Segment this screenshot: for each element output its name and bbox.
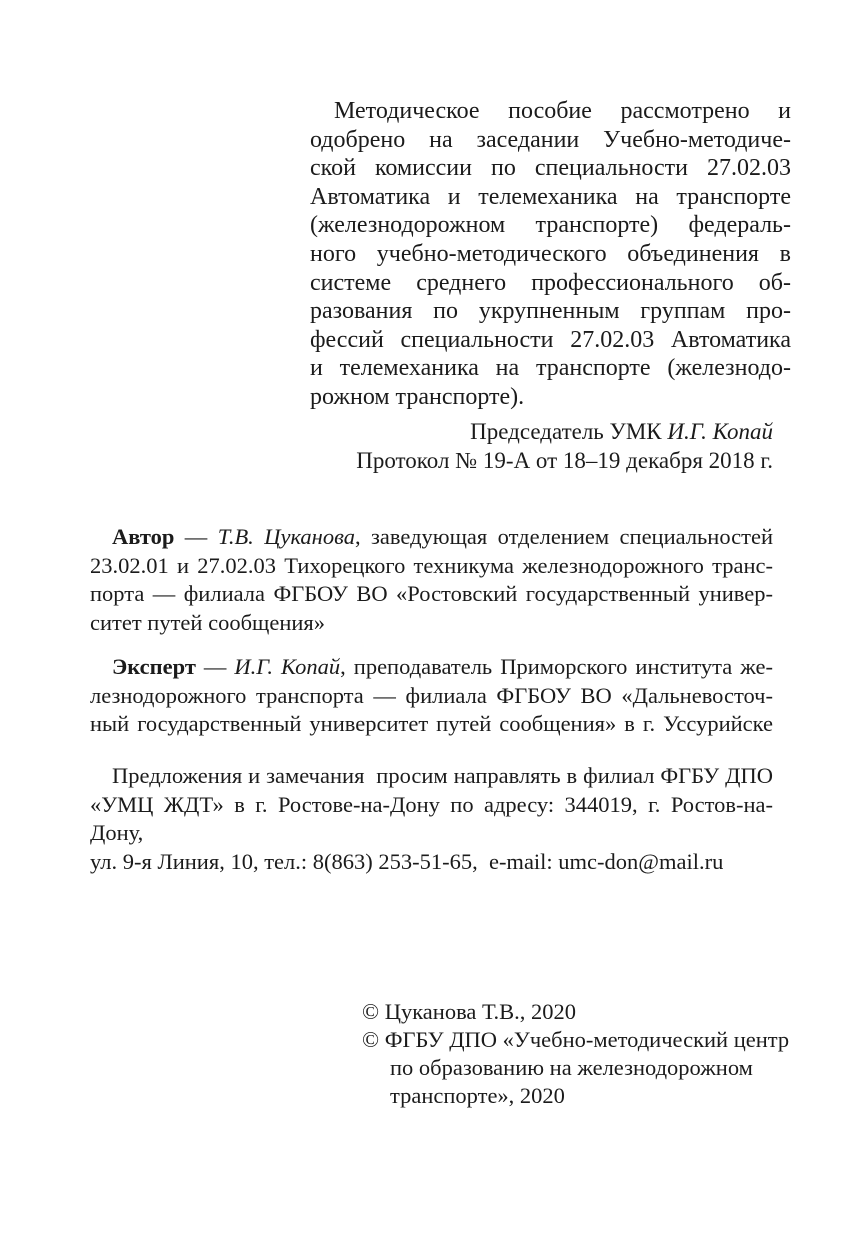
text-line: ный государственный университет путей сообщения» в г. Уссурийске <box>90 711 773 736</box>
bold-text: Автор <box>112 524 175 549</box>
text-line: Методическое пособие рассмотрено и <box>334 98 791 124</box>
text-line: фессий специальности 27.02.03 Автоматика <box>310 326 791 353</box>
text-line: разования по укрупненным группам про- <box>310 298 791 325</box>
text-line <box>310 418 773 447</box>
text-line: Предложения и замечания просим направлять в филиал ФГБУ ДПО <box>112 763 773 788</box>
text-segment: , заведующая отделением специальностей <box>354 524 774 549</box>
text-segment: , преподаватель Приморского института же- <box>340 654 774 679</box>
approval-note <box>310 97 791 412</box>
text-line: рожном транспорте). <box>310 383 525 410</box>
text-line <box>90 653 773 682</box>
text-line: системе среднего профессионального об- <box>310 269 791 296</box>
text-segment: Председатель УМК <box>470 419 668 444</box>
text-line: транспорте», 2020 <box>390 1083 565 1108</box>
text-line: © ФГБУ ДПО «Учебно-методический центр <box>362 1027 790 1052</box>
text-segment: — <box>195 654 235 679</box>
text-line: ного учебно-методического объединения в <box>310 240 791 267</box>
text-line: по образованию на железнодорожном <box>390 1055 753 1080</box>
text-line: одобрено на заседании Учебно-методиче- <box>310 126 791 153</box>
bold-text: Эксперт <box>112 654 196 679</box>
umk-chair-signature <box>310 418 773 475</box>
text-line: порта — филиала ФГБОУ ВО «Ростовский государственный универ- <box>90 581 773 606</box>
text-line <box>90 523 773 552</box>
italic-text: И.Г. Копай <box>234 654 341 679</box>
text-line: «УМЦ ЖДТ» в г. Ростове-на-Дону по адресу: 344019, г. Ростов-на-Дону, <box>90 791 773 845</box>
text-line: ской комиссии по специальности 27.02.03 <box>310 155 791 182</box>
text-line: Протокол № 19-А от 18–19 декабря 2018 г. <box>356 447 773 473</box>
text-line: ситет путей сообщения» <box>90 609 326 635</box>
italic-text: И.Г. Копай <box>667 419 773 444</box>
text-line: Автоматика и телемеханика на транспорте <box>310 183 791 210</box>
text-line: 23.02.01 и 27.02.03 Тихорецкого техникума железнодорожного транс- <box>90 552 773 578</box>
author-paragraph <box>90 523 773 637</box>
text-line: © Цуканова Т.В., 2020 <box>362 999 577 1024</box>
copyright-notice <box>362 998 822 1110</box>
text-segment: — <box>174 524 218 549</box>
italic-text: Т.В. Цуканова <box>217 524 355 549</box>
text-line: и телемеханика на транспорте (железнодо- <box>310 355 791 382</box>
feedback-address-paragraph <box>90 762 773 876</box>
text-line: лезнодорожного транспорта — филиала ФГБОУ ВО «Дальневосточ- <box>90 682 773 708</box>
text-line: ул. 9-я Линия, 10, тел.: 8(863) 253-51-65, e-mail: umc-don@mail.ru <box>90 848 724 874</box>
text-line: (железнодорожном транспорте) федераль- <box>310 212 791 239</box>
expert-paragraph <box>90 653 773 739</box>
